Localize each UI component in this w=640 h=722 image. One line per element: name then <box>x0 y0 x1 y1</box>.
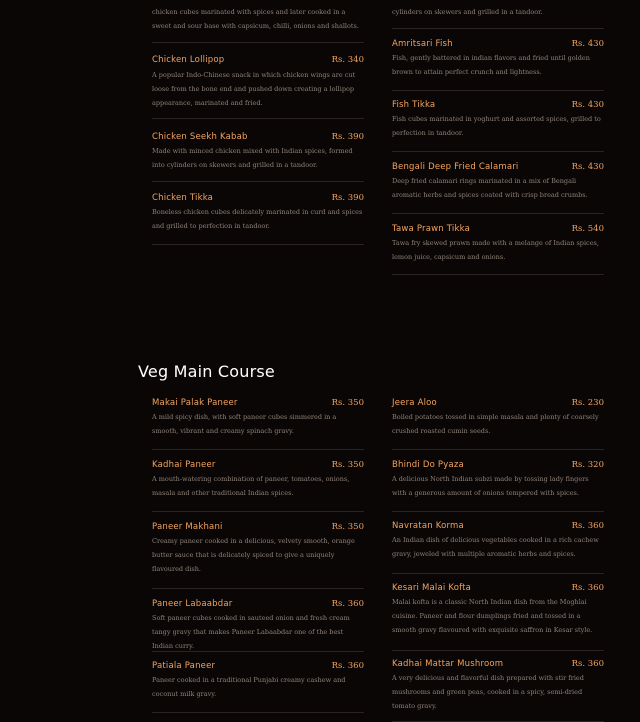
item-description: An Indian dish of delicious vegetables cooked in a rich cachew gravy, jeweled with multiple aromatic herbs and spices. <box>392 536 599 558</box>
menu-item-tawa-prawn-tikka <box>392 214 604 275</box>
item-name: Patiala Paneer <box>152 661 216 671</box>
item-price: Rs. 540 <box>571 224 604 234</box>
item-name: Chicken Seekh Kabab <box>152 132 248 142</box>
menu-item-paneer-makhani <box>152 512 364 589</box>
item-name: Kesari Malai Kofta <box>392 583 472 593</box>
item-name: Chicken Tikka <box>152 193 214 203</box>
menu-item <box>152 0 364 43</box>
item-price: Rs. 360 <box>571 659 604 669</box>
item-name: Bengali Deep Fried Calamari <box>392 162 519 172</box>
item-description: A popular Indo-Chinese snack in which chicken wings are cut loose from the bone end and pushed down creating a lollipop appearance, marinated and fried. <box>152 71 356 107</box>
menu-item-kadhai-paneer <box>152 450 364 512</box>
item-name: Fish Tikka <box>392 100 436 110</box>
item-price: Rs. 360 <box>331 599 364 609</box>
menu-item-patiala-paneer <box>152 652 364 713</box>
item-description: Soft paneer cubes cooked in sauteed onion and fresh cream tangy gravy that makes Paneer Labaabdar one of the best Indian curry. <box>152 614 350 650</box>
menu-item-chicken-lollipop <box>152 43 364 119</box>
item-price: Rs. 350 <box>331 398 364 408</box>
item-price: Rs. 320 <box>571 460 604 470</box>
top-left-column <box>152 0 364 245</box>
item-description: Creamy paneer cooked in a delicious, velvety smooth, orange butter sauce that is delicately spiced to give a uniquely flavoured dish. <box>152 537 355 573</box>
item-price: Rs. 430 <box>571 100 604 110</box>
item-description: Fish cubes marinated in yoghurt and assorted spices, grilled to perfection in tandoor. <box>392 115 601 137</box>
item-name: Kadhai Mattar Mushroom <box>392 659 504 669</box>
item-description: Tawa fry skewed prawn made with a melange of Indian spices, lemon juice, capsicum and onions. <box>392 239 599 261</box>
item-name: Amritsari Fish <box>392 39 453 49</box>
item-price: Rs. 350 <box>331 522 364 532</box>
menu-item-paneer-labaabdar <box>152 589 364 652</box>
item-description: Boneless chicken cubes delicately marinated in curd and spices and grilled to perfection in tandoor. <box>152 208 363 230</box>
item-price: Rs. 340 <box>331 55 364 65</box>
item-description: Malai kofta is a classic North Indian dish from the Moghlai cuisine. Paneer and flour dumplings fried and tossed in a smooth gravy flavoured with exquisite saffron in Kesar style. <box>392 598 593 634</box>
item-price: Rs. 430 <box>571 162 604 172</box>
menu-item-makai-palak-paneer <box>152 390 364 450</box>
menu-item-bhindi-do-pyaza <box>392 450 604 512</box>
menu-item-fish-tikka <box>392 91 604 152</box>
item-price: Rs. 390 <box>331 132 364 142</box>
item-description: A mild spicy dish, with soft paneer cubes simmered in a smooth, vibrant and creamy spinach gravy. <box>152 413 337 435</box>
item-name: Bhindi Do Pyaza <box>392 460 464 470</box>
item-description: Made with minced chicken mixed with Indian spices, formed into cylinders on skewers and grilled in a tandoor. <box>152 147 353 169</box>
item-price: Rs. 230 <box>571 398 604 408</box>
item-description: A delicious North Indian subzi made by tossing lady fingers with a generous amount of onions tempered with spices. <box>392 475 589 497</box>
item-price: Rs. 360 <box>571 583 604 593</box>
item-description: Deep fried calamari rings marinated in a mix of Bengali aromatic herbs and spices coated with crisp bread crumbs. <box>392 177 588 199</box>
item-name: Tawa Prawn Tikka <box>392 224 470 234</box>
item-name: Paneer Makhani <box>152 522 223 532</box>
item-description: chicken cubes marinated with spices and later cooked in a sweet and sour base with capsicum, chilli, onions and shallots. <box>152 8 359 30</box>
menu-item-kesari-malai-kofta <box>392 574 604 651</box>
item-price: Rs. 360 <box>571 521 604 531</box>
item-description: cylinders on skewers and grilled in a tandoor. <box>392 8 543 16</box>
item-description: Fish, gently battered in indian flavors and fried until golden brown to attain perfect crunch and lightness. <box>392 54 590 76</box>
menu-item-navratan-korma <box>392 512 604 574</box>
item-name: Chicken Lollipop <box>152 55 225 65</box>
veg-right-column <box>392 390 604 722</box>
item-name: Jeera Aloo <box>392 398 437 408</box>
menu-item-jeera-aloo <box>392 390 604 450</box>
item-price: Rs. 430 <box>571 39 604 49</box>
veg-left-column <box>152 390 364 713</box>
item-description: A very delicious and flavorful dish prepared with stir fried mushrooms and green peas, cooked in a spicy, semi-dried tomato gravy. <box>392 674 584 710</box>
item-name: Makai Palak Paneer <box>152 398 238 408</box>
item-price: Rs. 360 <box>331 661 364 671</box>
item-name: Navratan Korma <box>392 521 464 531</box>
menu-item-chicken-seekh-kabab <box>152 119 364 182</box>
item-description: Paneer cooked in a traditional Punjabi creamy cashew and coconut milk gravy. <box>152 676 346 698</box>
top-right-column <box>392 0 604 275</box>
item-description: Boiled potatoes tossed in simple masala and plenty of coarsely crushed roasted cumin seeds. <box>392 413 599 435</box>
menu-item-bengali-deep-fried-calamari <box>392 152 604 214</box>
menu-item-chicken-tikka <box>152 182 364 245</box>
section-title-veg-main-course: Veg Main Course <box>138 362 275 381</box>
menu-item-amritsari-fish <box>392 29 604 91</box>
item-description: A mouth-watering combination of paneer, tomatoes, onions, masala and other traditional Indian spices. <box>152 475 350 497</box>
item-name: Paneer Labaabdar <box>152 599 233 609</box>
item-price: Rs. 390 <box>331 193 364 203</box>
menu-item <box>392 0 604 29</box>
item-price: Rs. 350 <box>331 460 364 470</box>
menu-item-kadhai-mattar-mushroom <box>392 651 604 722</box>
item-name: Kadhai Paneer <box>152 460 216 470</box>
